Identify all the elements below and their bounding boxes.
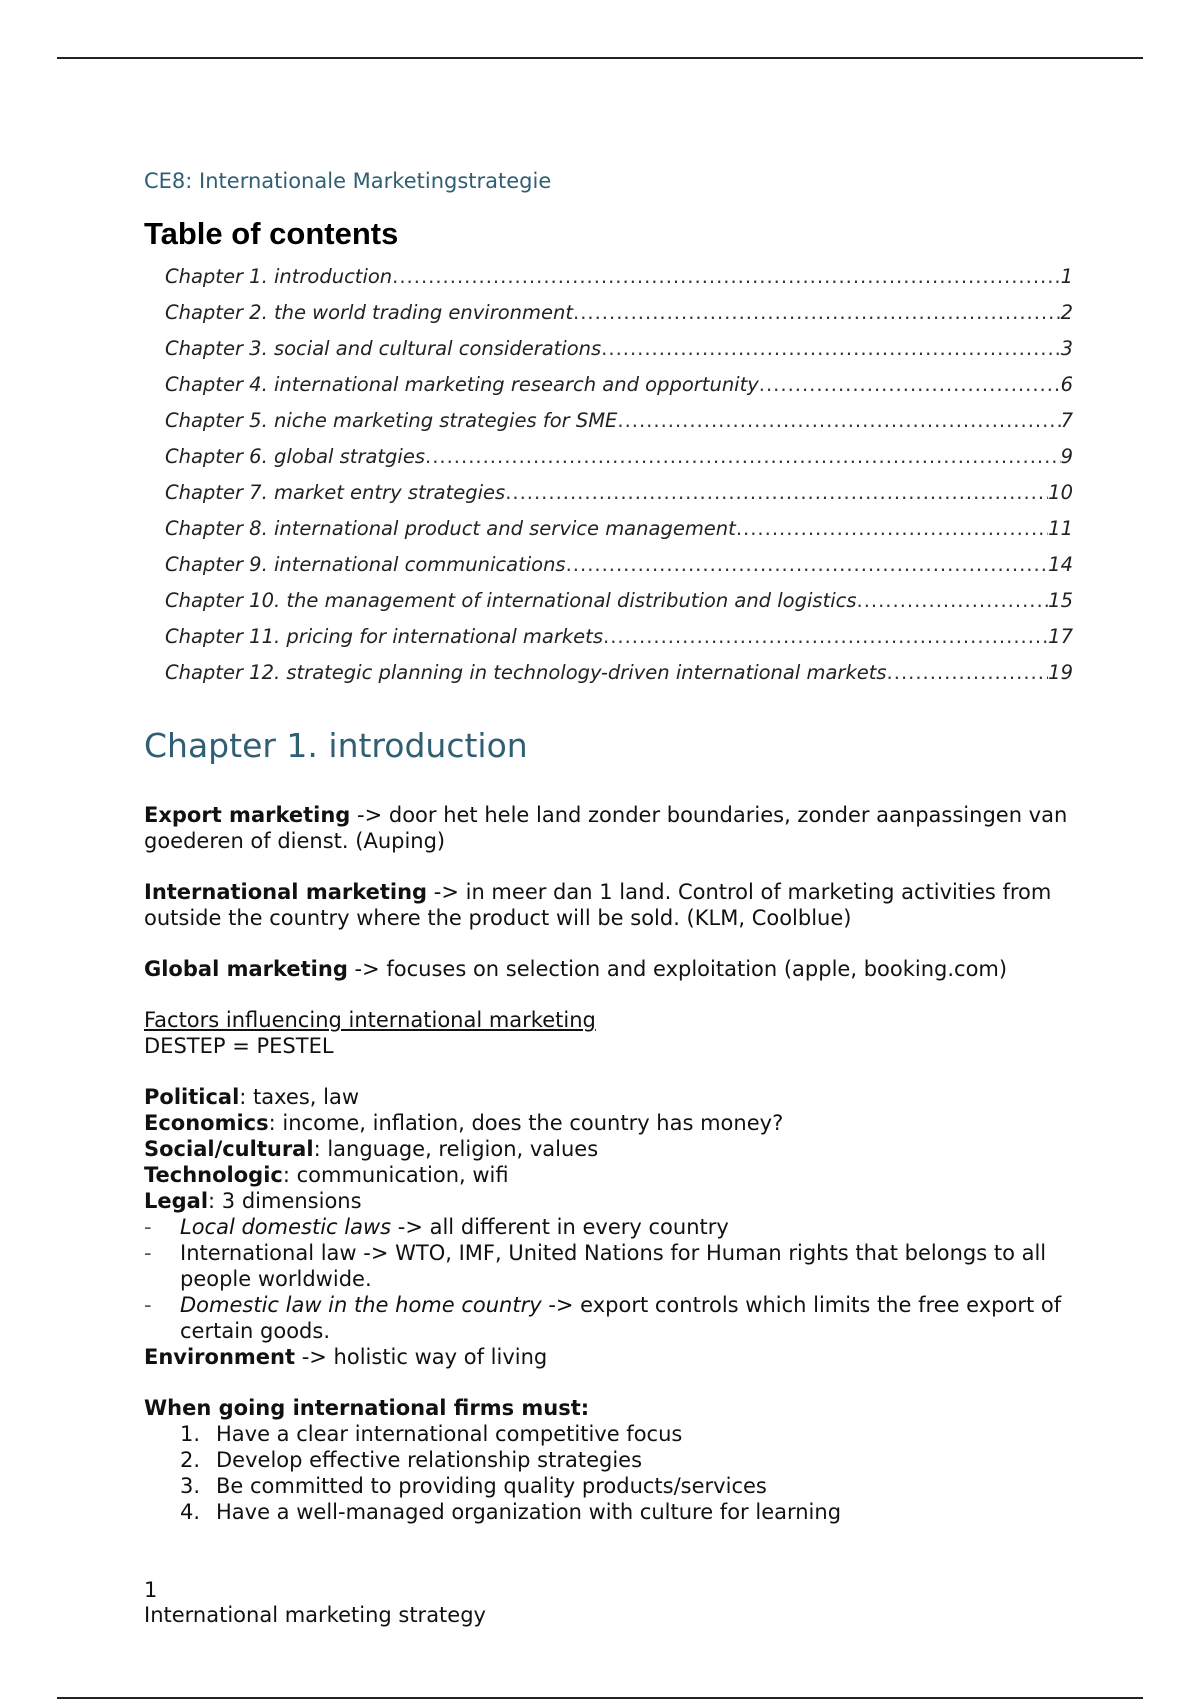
toc-dot-leader — [505, 475, 1048, 511]
table-of-contents — [144, 259, 1074, 691]
pestel-item-environment — [144, 1344, 1074, 1370]
definition-text: -> focuses on selection and exploitation (apple, booking.com) — [347, 957, 1008, 981]
toc-title: Table of contents — [144, 216, 399, 251]
toc-entry-page: 7 — [1060, 409, 1073, 432]
bottom-rule — [57, 1697, 1143, 1699]
toc-entry-label: Chapter 2. the world trading environment — [165, 301, 574, 324]
toc-entry-chapter-2[interactable] — [165, 295, 1073, 331]
toc-entry-chapter-11[interactable] — [165, 619, 1073, 655]
legal-dimension-text: International law -> WTO, IMF, United Nations for Human rights that belongs to all people worldwide. — [180, 1241, 1047, 1291]
pestel-text: : communication, wifi — [282, 1163, 509, 1187]
pestel-item-legal — [144, 1188, 1074, 1214]
pestel-text: : language, religion, values — [313, 1137, 599, 1161]
list-number: 3. — [180, 1474, 201, 1498]
toc-entry-chapter-10[interactable] — [165, 583, 1073, 619]
toc-entry-page: 6 — [1060, 373, 1073, 396]
toc-entry-chapter-12[interactable] — [165, 655, 1073, 691]
factors-subtitle: DESTEP = PESTEL — [144, 1034, 334, 1058]
toc-dot-leader — [736, 511, 1048, 547]
page-footer — [144, 1578, 486, 1628]
legal-dimension-italic: Local domestic laws — [180, 1215, 392, 1239]
pestel-term: Legal — [144, 1189, 209, 1213]
list-item-text: Have a well-managed organization with culture for learning — [216, 1500, 842, 1524]
pestel-text: -> holistic way of living — [295, 1345, 548, 1369]
toc-entry-label: Chapter 11. pricing for international markets — [165, 625, 603, 648]
list-item-text: Develop effective relationship strategies — [216, 1448, 643, 1472]
toc-entry-label: Chapter 12. strategic planning in technology-driven international markets — [165, 661, 887, 684]
chapter-1-title: Chapter 1. introduction — [144, 726, 528, 765]
toc-entry-label: Chapter 6. global stratgies — [165, 445, 426, 468]
firms-title — [144, 1395, 1074, 1421]
pestel-text: : 3 dimensions — [208, 1189, 362, 1213]
firms-list-item — [144, 1447, 1074, 1473]
list-number: 4. — [180, 1500, 201, 1524]
list-number: 1. — [180, 1422, 201, 1446]
toc-entry-page: 9 — [1060, 445, 1073, 468]
legal-dimension-item — [144, 1214, 1074, 1240]
toc-dot-leader — [601, 331, 1060, 367]
definition-text: -> in meer dan 1 land. Control of marketing activities from outside the country where the product will be sold. (KLM, Coolblue) — [144, 880, 1052, 930]
toc-entry-label: Chapter 1. introduction — [165, 265, 393, 288]
toc-entry-page: 3 — [1060, 337, 1073, 360]
document-header: CE8: Internationale Marketingstrategie — [144, 169, 552, 193]
pestel-term: Economics — [144, 1111, 269, 1135]
pestel-item-economics — [144, 1110, 1074, 1136]
toc-dot-leader — [425, 439, 1061, 475]
dash-bullet: - — [144, 1241, 152, 1265]
toc-entry-chapter-8[interactable] — [165, 511, 1073, 547]
definition-global-marketing — [144, 956, 1074, 982]
pestel-item-technologic — [144, 1162, 1074, 1188]
toc-entry-label: Chapter 10. the management of international distribution and logistics — [165, 589, 857, 612]
toc-entry-chapter-7[interactable] — [165, 475, 1073, 511]
pestel-term: Social/cultural — [144, 1137, 314, 1161]
firms-list-item — [144, 1473, 1074, 1499]
toc-dot-leader — [617, 403, 1060, 439]
toc-dot-leader — [566, 547, 1049, 583]
toc-entry-page: 11 — [1048, 517, 1073, 540]
pestel-term: Technologic — [144, 1163, 283, 1187]
toc-dot-leader — [759, 367, 1061, 403]
toc-dot-leader — [392, 259, 1060, 295]
firms-numbered-list — [144, 1421, 1074, 1525]
firms-list-item — [144, 1421, 1074, 1447]
dash-bullet: - — [144, 1215, 152, 1239]
legal-dimension-item — [144, 1292, 1074, 1344]
definition-term: Global marketing — [144, 957, 348, 981]
pestel-item-social-cultural — [144, 1136, 1074, 1162]
top-rule — [57, 57, 1143, 59]
legal-dimension-text: -> export controls which limits the free export of certain goods. — [180, 1293, 1062, 1343]
toc-entry-chapter-3[interactable] — [165, 331, 1073, 367]
legal-dimension-italic: Domestic law in the home country — [180, 1293, 542, 1317]
toc-entry-page: 10 — [1048, 481, 1073, 504]
list-item-text: Be committed to providing quality products/services — [216, 1474, 767, 1498]
list-item-text: Have a clear international competitive focus — [216, 1422, 683, 1446]
toc-entry-page: 17 — [1048, 625, 1073, 648]
list-number: 2. — [180, 1448, 201, 1472]
toc-entry-label: Chapter 4. international marketing research and opportunity — [165, 373, 759, 396]
firms-title-text: When going international firms must: — [144, 1396, 590, 1420]
dash-bullet: - — [144, 1293, 152, 1317]
toc-entry-label: Chapter 7. market entry strategies — [165, 481, 506, 504]
toc-entry-chapter-5[interactable] — [165, 403, 1073, 439]
factors-section — [144, 1007, 1074, 1059]
definition-term: Export marketing — [144, 803, 351, 827]
toc-entry-label: Chapter 9. international communications — [165, 553, 566, 576]
definition-text: -> door het hele land zonder boundaries, zonder aanpassingen van goederen of dienst. (Auping) — [144, 803, 1068, 853]
toc-entry-page: 15 — [1048, 589, 1073, 612]
definition-term: International marketing — [144, 880, 428, 904]
footer-page-number: 1 — [144, 1578, 158, 1602]
toc-entry-page: 19 — [1048, 661, 1073, 684]
toc-entry-chapter-1[interactable] — [165, 259, 1073, 295]
pestel-text: : taxes, law — [239, 1085, 360, 1109]
toc-entry-label: Chapter 3. social and cultural considerations — [165, 337, 602, 360]
toc-entry-page: 14 — [1048, 553, 1073, 576]
toc-dot-leader — [573, 295, 1061, 331]
definition-international-marketing — [144, 879, 1074, 931]
toc-entry-chapter-4[interactable] — [165, 367, 1073, 403]
pestel-text: : income, inflation, does the country has money? — [268, 1111, 784, 1135]
toc-dot-leader — [857, 583, 1049, 619]
legal-dimensions-list — [144, 1214, 1074, 1344]
toc-dot-leader — [603, 619, 1048, 655]
toc-entry-chapter-6[interactable] — [165, 439, 1073, 475]
pestel-term: Political — [144, 1085, 240, 1109]
pestel-term: Environment — [144, 1345, 296, 1369]
definition-export-marketing — [144, 802, 1074, 854]
pestel-list — [144, 1084, 1074, 1370]
toc-entry-label: Chapter 5. niche marketing strategies for SME — [165, 409, 618, 432]
factors-title: Factors influencing international marketing — [144, 1008, 596, 1032]
toc-dot-leader — [887, 655, 1049, 691]
legal-dimension-item — [144, 1240, 1074, 1292]
firms-list-item — [144, 1499, 1074, 1525]
footer-running-title: International marketing strategy — [144, 1603, 486, 1627]
legal-dimension-text: -> all different in every country — [391, 1215, 729, 1239]
toc-entry-page: 2 — [1060, 301, 1073, 324]
firms-section — [144, 1395, 1074, 1525]
document-body — [144, 166, 1074, 1525]
toc-entry-chapter-9[interactable] — [165, 547, 1073, 583]
toc-entry-page: 1 — [1060, 265, 1073, 288]
pestel-item-political — [144, 1084, 1074, 1110]
toc-entry-label: Chapter 8. international product and service management — [165, 517, 736, 540]
